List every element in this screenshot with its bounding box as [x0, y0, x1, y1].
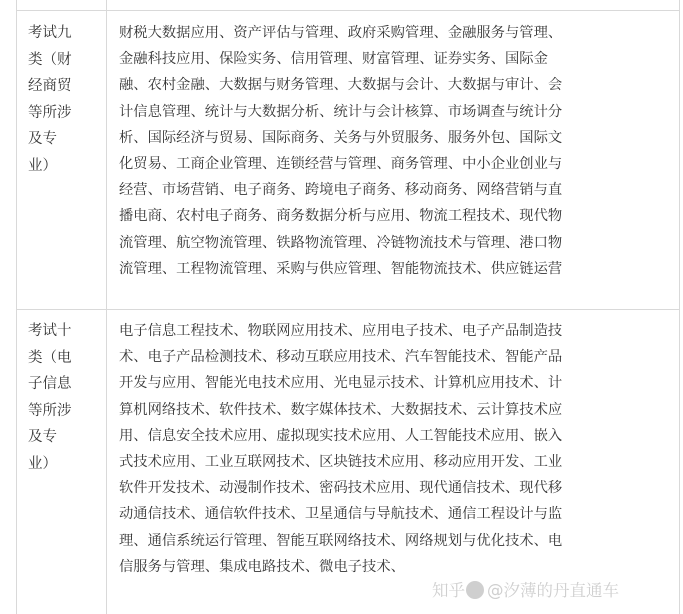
row9-majors-line: 财税大数据应用、资产评估与管理、政府采购管理、金融服务与管理、 — [119, 25, 563, 41]
row10-majors-line: 开发与应用、智能光电技术应用、光电显示技术、计算机应用技术、计 — [119, 375, 563, 392]
row9-majors-line: 播电商、农村电子商务、商务数据分析与应用、物流工程技术、现代物 — [119, 208, 563, 225]
row10-majors-line: 软件开发技术、动漫制作技术、密码技术应用、现代通信技术、现代移 — [119, 480, 563, 497]
row10-category-line: 子信息 — [28, 376, 72, 392]
row9-majors-line: 析、国际经济与贸易、国际商务、关务与外贸服务、服务外包、国际文 — [119, 129, 563, 146]
row9-majors-line: 经营、市场营销、电子商务、跨境电子商务、移动商务、网络营销与直 — [119, 182, 563, 199]
row10-category-line: 考试十 — [28, 323, 72, 339]
row9-majors-line: 金融科技应用、保险实务、信用管理、财富管理、证券实务、国际金 — [119, 51, 548, 68]
row10-majors-line: 理、通信系统运行管理、智能互联网络技术、网络规划与优化技术、电 — [119, 532, 563, 549]
row10-majors-cell — [119, 318, 659, 580]
row9-category-cell — [28, 20, 94, 179]
zhihu-watermark — [432, 577, 619, 601]
row9-category-line: 及专 — [28, 131, 57, 147]
row10-majors-line: 术、电子产品检测技术、移动互联应用技术、汽车智能技术、智能产品 — [119, 349, 563, 366]
row9-category-line: 经商贸 — [28, 78, 72, 94]
watermark-prefix: 知乎 — [432, 581, 465, 600]
row9-majors-line: 流管理、工程物流管理、采购与供应管理、智能物流技术、供应链运营 — [119, 260, 563, 277]
row9-majors-line: 化贸易、工商企业管理、连锁经营与管理、商务管理、中小企业创业与 — [119, 156, 563, 173]
table-border-right — [679, 0, 680, 614]
zhihu-user-avatar-icon — [466, 581, 484, 599]
row9-category-line: 等所涉 — [28, 104, 72, 121]
row9-category-line: 考试九 — [28, 25, 72, 41]
row10-category-line: 类（电 — [28, 349, 72, 366]
row9-majors-line: 融、农村金融、大数据与财务管理、大数据与会计、大数据与审计、会 — [119, 77, 563, 94]
row10-majors-line: 算机网络技术、软件技术、数字媒体技术、大数据技术、云计算技术应 — [119, 401, 563, 418]
row9-majors-line: 计信息管理、统计与大数据分析、统计与会计核算、市场调查与统计分 — [119, 103, 563, 120]
row10-category-line: 业） — [28, 455, 57, 472]
row9-category-line: 类（财 — [28, 51, 72, 68]
row10-majors-line: 式技术应用、工业互联网技术、区块链技术应用、移动应用开发、工业 — [119, 454, 563, 471]
table-row-divider — [16, 309, 680, 310]
watermark-handle: @汐薄的丹直通车 — [487, 581, 619, 600]
row9-category-line: 业） — [28, 157, 57, 174]
row9-majors-cell — [119, 20, 659, 282]
table-border-left — [16, 0, 17, 614]
row10-category-line: 及专 — [28, 429, 57, 445]
row10-majors-line: 用、信息安全技术应用、虚拟现实技术应用、人工智能技术应用、嵌入 — [119, 427, 563, 444]
row10-majors-line: 电子信息工程技术、物联网应用技术、应用电子技术、电子产品制造技 — [119, 323, 563, 339]
row10-category-cell — [28, 318, 94, 477]
row9-majors-line: 流管理、航空物流管理、铁路物流管理、冷链物流技术与管理、港口物 — [119, 234, 563, 251]
row10-majors-line: 动通信技术、通信软件技术、卫星通信与导航技术、通信工程设计与监 — [119, 506, 563, 523]
table-column-divider — [106, 0, 107, 614]
row10-majors-line: 信服务与管理、集成电路技术、微电子技术、 — [119, 558, 405, 575]
row10-category-line: 等所涉 — [28, 402, 72, 419]
table-row-divider-top — [16, 10, 680, 11]
